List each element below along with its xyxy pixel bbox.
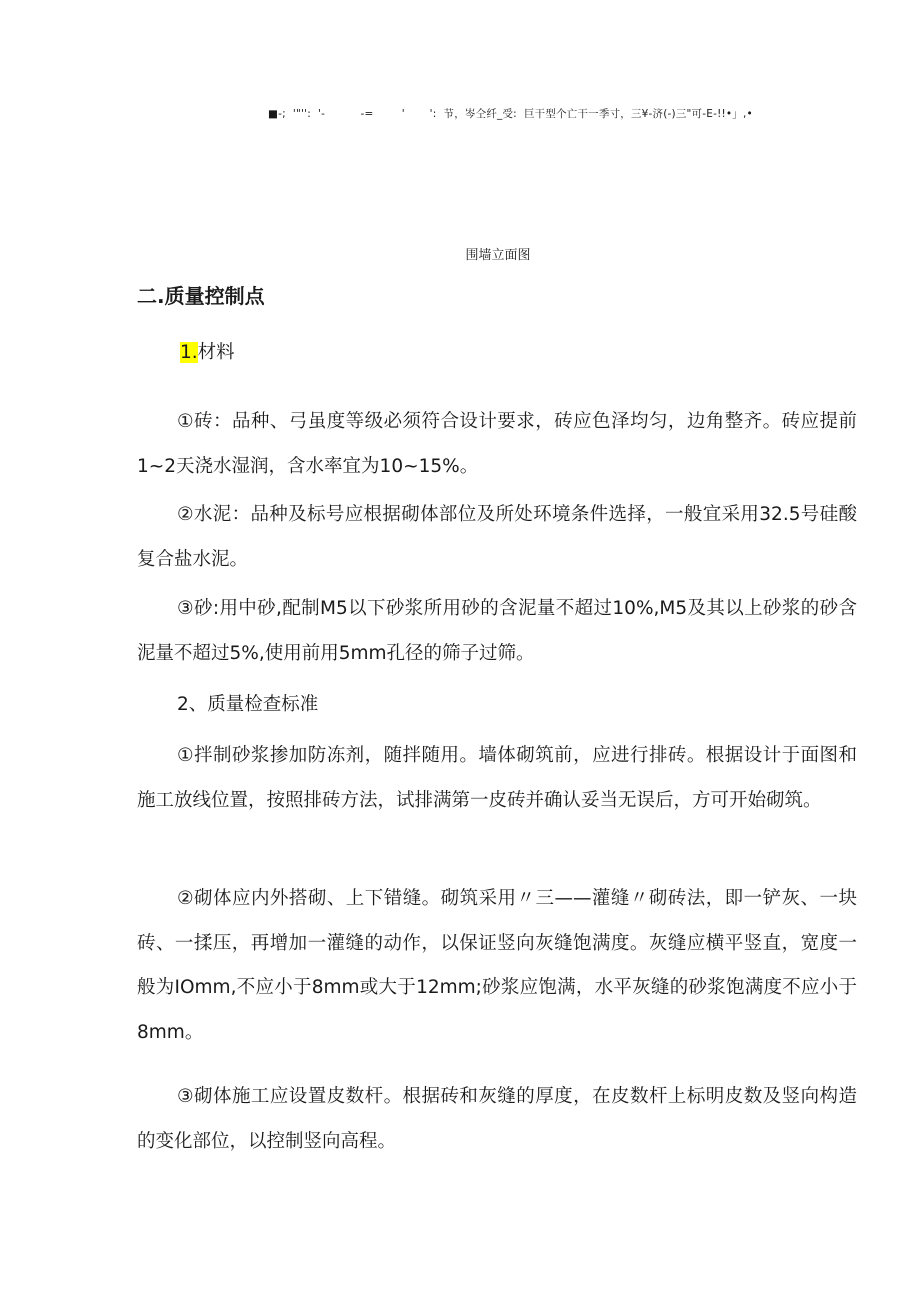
paragraph-cement: ②水泥：品种及标号应根据砌体部位及所处环境条件选择，一般宜采用32.5号硅酸复合盐水泥。 — [137, 504, 857, 570]
paragraph-sand: ③砂:用中砂,配制M5以下砂浆所用砂的含泥量不超过10%,M5及其以上砂浆的砂含泥量不超过5%,使用前用5mm孔径的筛子过筛。 — [137, 598, 857, 664]
paragraph-rod: ③砌体施工应设置皮数杆。根据砖和灰缝的厚度，在皮数杆上标明皮数及竖向构造的变化部位，以控制竖向高程。 — [137, 1086, 857, 1152]
paragraph-mortar: ①拌制砂浆掺加防冻剂，随拌随用。墙体砌筑前，应进行排砖。根据设计于面图和施工放线位置，按照排砖方法，试排满第一皮砖并确认妥当无误后，方可开始砌筑。 — [137, 745, 857, 811]
materials-heading — [180, 338, 235, 364]
section-heading: 二.质量控制点 — [137, 284, 265, 308]
figure-caption: 围墙立面图 — [465, 248, 531, 263]
paragraph-brick: ①砖：品种、弓虽度等级必须符合设计要求，砖应色泽均匀，边角整齐。砖应提前1~2天浇水湿润，含水率宜为10~15%。 — [137, 411, 857, 477]
materials-label: 材料 — [197, 342, 235, 363]
garbled-text-line: ■-; '"'': '- -= ' ': 节，岑仝纤_受: 巨干型个亡干一季寸，三¥-济(-)三"可-E-!!•」,• — [268, 108, 753, 120]
paragraph-masonry: ②砌体应内外搭砌、上下错缝。砌筑采用〃三——灌缝〃砌砖法，即一铲灰、一块砖、一揉压，再增加一灌缝的动作，以保证竖向灰缝饱满度。灰缝应横平竖直，宽度一般为IOmm,不应小于8mm或大于12mm;砂浆应饱满，水平灰缝的砂浆饱满度不应小于8mm。 — [137, 888, 857, 1043]
standard-heading: 2、质量检查标准 — [177, 694, 319, 715]
materials-number-highlight: 1. — [180, 342, 198, 363]
